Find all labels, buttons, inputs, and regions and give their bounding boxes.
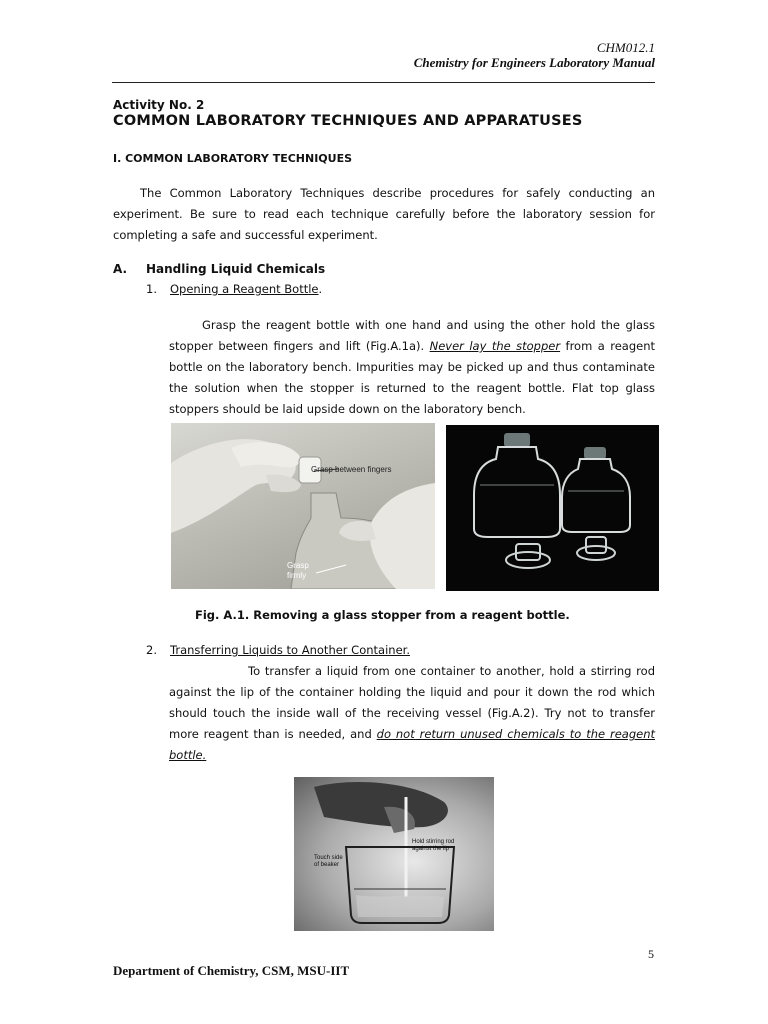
figure-caption: Fig. A.1. Removing a glass stopper from a reagent bottle.	[195, 608, 570, 622]
header-course-code: CHM012.1	[596, 40, 655, 55]
subsection-title: Handling Liquid Chemicals	[146, 262, 326, 276]
pouring-liquid-photo	[294, 777, 494, 931]
item-title-period: .	[318, 282, 323, 296]
page-number: 5	[648, 947, 654, 961]
figure-label: Grasp	[287, 561, 309, 570]
hands-opening-bottle-photo	[171, 423, 435, 589]
item-number: 2.	[146, 643, 157, 657]
item-title: Opening a Reagent Bottle	[170, 282, 319, 296]
activity-label: Activity No. 2	[113, 98, 205, 112]
figure-label: Grasp between fingers	[311, 465, 392, 474]
page-title: COMMON LABORATORY TECHNIQUES AND APPARATUSES	[113, 113, 583, 129]
figure-label: against the lip	[412, 846, 450, 852]
item-text: To transfer a liquid from one container to another, hold a stirring rod against the lip of the container holding the liquid and pour it down the rod which should touch the inside wall of the receiving vessel (Fig.A.2). Try not to transfer more reagent than is needed, and	[169, 664, 655, 741]
header-manual-title: Chemistry for Engineers Laboratory Manual	[413, 55, 655, 70]
hands-illustration	[171, 423, 435, 589]
bottles-illustration	[446, 425, 659, 591]
subsection-letter: A.	[113, 262, 128, 276]
item-number: 1.	[146, 282, 157, 296]
intro-paragraph: The Common Laboratory Techniques describe procedures for safely conducting an experiment. Be sure to read each technique carefully before the laboratory session for completing a safe and successful experiment.	[113, 186, 655, 242]
figure-label: firmly	[287, 571, 307, 580]
header-divider	[112, 82, 655, 83]
figure-label: Touch side	[314, 855, 343, 861]
pouring-illustration	[294, 777, 494, 931]
item-paragraph	[169, 661, 655, 766]
footer-department: Department of Chemistry, CSM, MSU-IIT	[113, 963, 350, 978]
item-text: from a reagent bottle on the laboratory bench. Impurities may be picked up and thus contaminate the solution when the stopper is returned to the reagent bottle. Flat top glass stoppers should be laid upside down on the laboratory bench.	[169, 339, 655, 416]
figure-label: of beaker	[314, 862, 340, 868]
item-paragraph	[169, 315, 655, 420]
reagent-bottles-photo	[446, 425, 659, 591]
item-title: Transferring Liquids to Another Container.	[170, 643, 410, 657]
section-heading: I. COMMON LABORATORY TECHNIQUES	[113, 152, 353, 165]
emphasis-text: do not return unused chemicals to the reagent bottle.	[169, 727, 655, 762]
figure-label: Hold stirring rod	[412, 839, 455, 845]
item-title-wrapper	[170, 282, 322, 296]
emphasis-text: Never lay the stopper	[429, 339, 561, 353]
item-text: Grasp the reagent bottle with one hand and using the other hold the glass stopper between fingers and lift (Fig.A.1a).	[169, 318, 655, 353]
